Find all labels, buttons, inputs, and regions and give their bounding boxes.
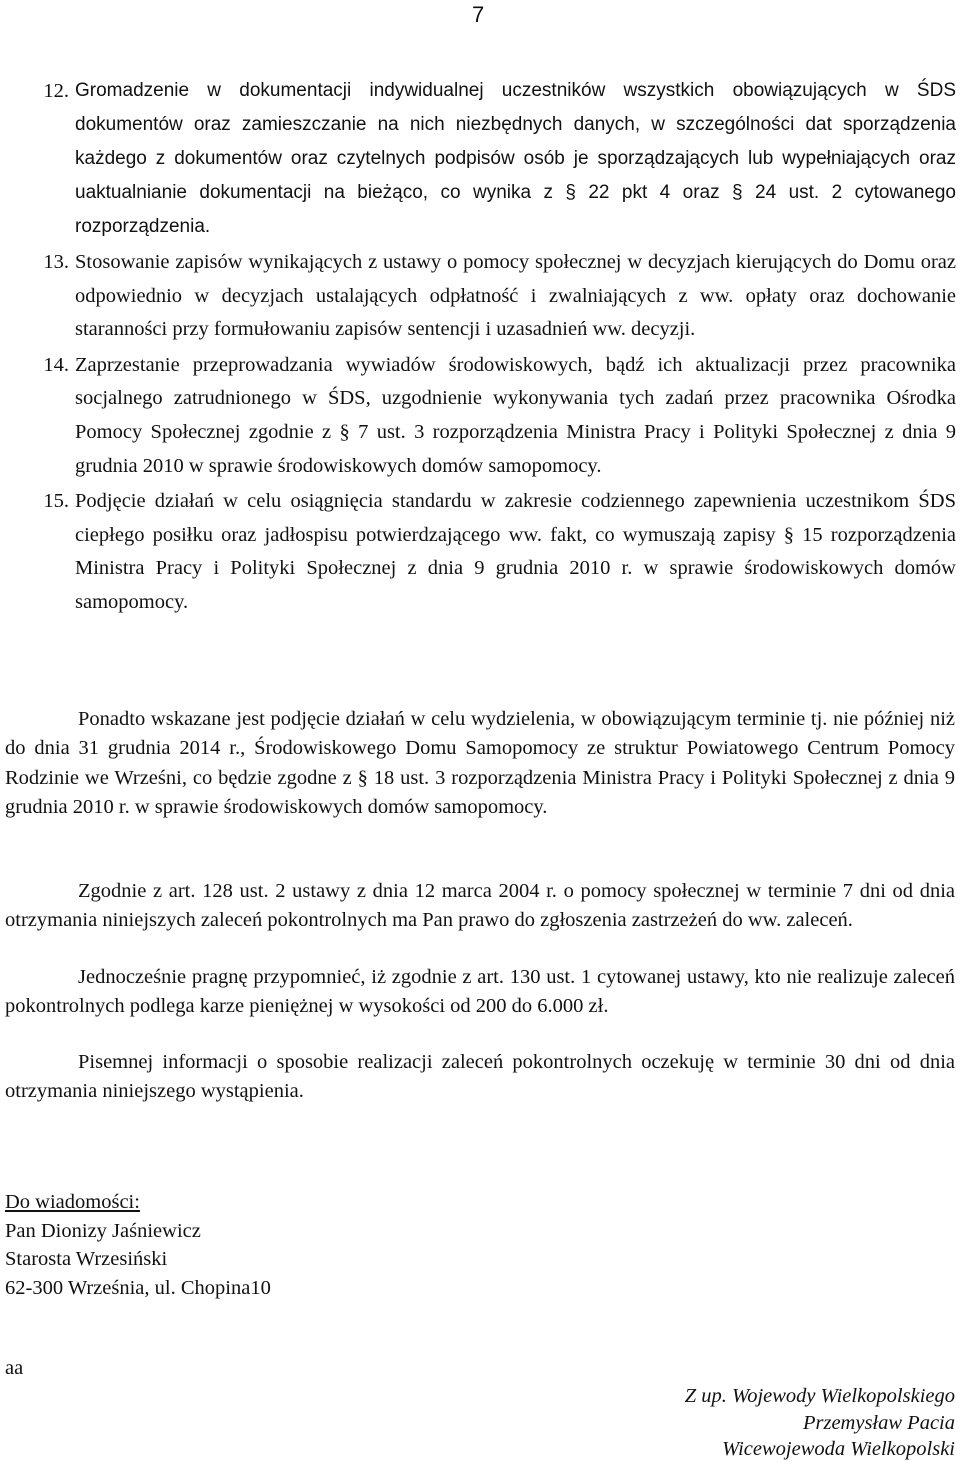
list-item bbox=[0, 246, 956, 347]
paragraph-text: Zgodnie z art. 128 ust. 2 ustawy z dnia 12 marca 2004 r. o pomocy społecznej w terminie 7 dni od dnia otrzymania niniejszych zaleceń pokontrolnych ma Pan prawo do zgłoszenia zastrzeżeń do ww. zaleceń. bbox=[5, 880, 955, 932]
paragraph-text: Jednocześnie pragnę przypomnieć, iż zgodnie z art. 130 ust. 1 cytowanej ustawy, kto nie realizuje zaleceń pokontrolnych podlega karze pieniężnej w wysokości od 200 do 6.000 zł. bbox=[5, 966, 955, 1018]
paragraph-penalty bbox=[5, 963, 955, 1022]
page-number: 7 bbox=[472, 2, 485, 27]
recipient-block bbox=[5, 1188, 271, 1302]
item-text: Gromadzenie w dokumentacji indywidualnej uczestników wszystkich obowiązujących w ŚDS dokumentów oraz zamieszczanie na nich niezbędnych danych, w szczególności dat sporządzenia każdego z dokumentów oraz czytelnych podpisów osób je sporządzających lub wypełniających oraz uaktualnianie dokumentacji na bieżąco, co wynika z § 22 pkt 4 oraz § 24 ust. 2 cytowanego rozporządzenia. bbox=[75, 80, 956, 237]
item-number: 15. bbox=[43, 490, 69, 513]
signature-line-name: Przemysław Pacia bbox=[802, 1411, 955, 1434]
list-item bbox=[0, 349, 956, 483]
recipient-title: Starosta Wrzesiński bbox=[5, 1248, 168, 1270]
recommendation-list bbox=[0, 74, 956, 622]
paragraph-text: Ponadto wskazane jest podjęcie działań w celu wydzielenia, w obowiązującym terminie tj. nie później niż do dnia 31 grudnia 2014 r., Środowiskowego Domu Samopomocy ze struktur Powiatowego Centrum Pomocy Rodzinie we Wrześni, co będzie zgodne z § 18 ust. 3 rozporządzenia Ministra Pracy i Polityki Społecznej z dnia 9 grudnia 2010 r. w sprawie środowiskowych domów samopomocy. bbox=[5, 708, 955, 818]
paragraph-deadline bbox=[5, 1048, 955, 1107]
paragraph-text: Pisemnej informacji o sposobie realizacji zaleceń pokontrolnych oczekuję w terminie 30 dni od dnia otrzymania niniejszego wystąpienia. bbox=[5, 1051, 955, 1103]
item-text: Podjęcie działań w celu osiągnięcia standardu w zakresie codziennego zapewnienia uczestnikom ŚDS ciepłego posiłku oraz jadłospisu potwierdzającego ww. fakt, co wymuszają zapisy § 15 rozporządzenia Ministra Pracy i Polityki Społecznej z dnia 9 grudnia 2010 r. w sprawie środowiskowych domów samopomocy. bbox=[75, 490, 956, 613]
signature-line-authority: Z up. Wojewody Wielkopolskiego bbox=[684, 1385, 955, 1407]
paragraph-separation bbox=[5, 705, 955, 822]
item-text: Stosowanie zapisów wynikających z ustawy o pomocy społecznej w decyzjach kierujących do Domu oraz odpowiednio w decyzjach ustalających odpłatność i zwalniających z ww. opłaty oraz dochowanie staranności przy formułowaniu zapisów sentencji i uzasadnień ww. decyzji. bbox=[75, 251, 956, 341]
item-number: 13. bbox=[43, 251, 69, 273]
signature-block bbox=[685, 1383, 955, 1463]
recipient-heading: Do wiadomości: bbox=[5, 1191, 140, 1213]
recipient-address: 62-300 Września, ul. Chopina10 bbox=[5, 1276, 271, 1299]
list-item bbox=[0, 74, 956, 244]
recipient-name: Pan Dionizy Jaśniewicz bbox=[5, 1219, 201, 1242]
signature-line-title: Wicewojewoda Wielkopolski bbox=[722, 1438, 955, 1460]
item-number: 14. bbox=[43, 353, 69, 376]
list-item bbox=[0, 485, 956, 619]
item-text: Zaprzestanie przeprowadzania wywiadów środowiskowych, bądź ich aktualizacji przez pracownika socjalnego zatrudnionego w ŚDS, uzgodnienie wykonywania tych zadań przez pracownika Ośrodka Pomocy Społecznej zgodnie z § 7 ust. 3 rozporządzenia Ministra Pracy i Polityki Społecznej z dnia 9 grudnia 2010 w sprawie środowiskowych domów samopomocy. bbox=[75, 353, 956, 477]
paragraph-objection-rights bbox=[5, 877, 955, 936]
item-number: 12. bbox=[43, 80, 69, 102]
author-initials: aa bbox=[5, 1357, 24, 1379]
